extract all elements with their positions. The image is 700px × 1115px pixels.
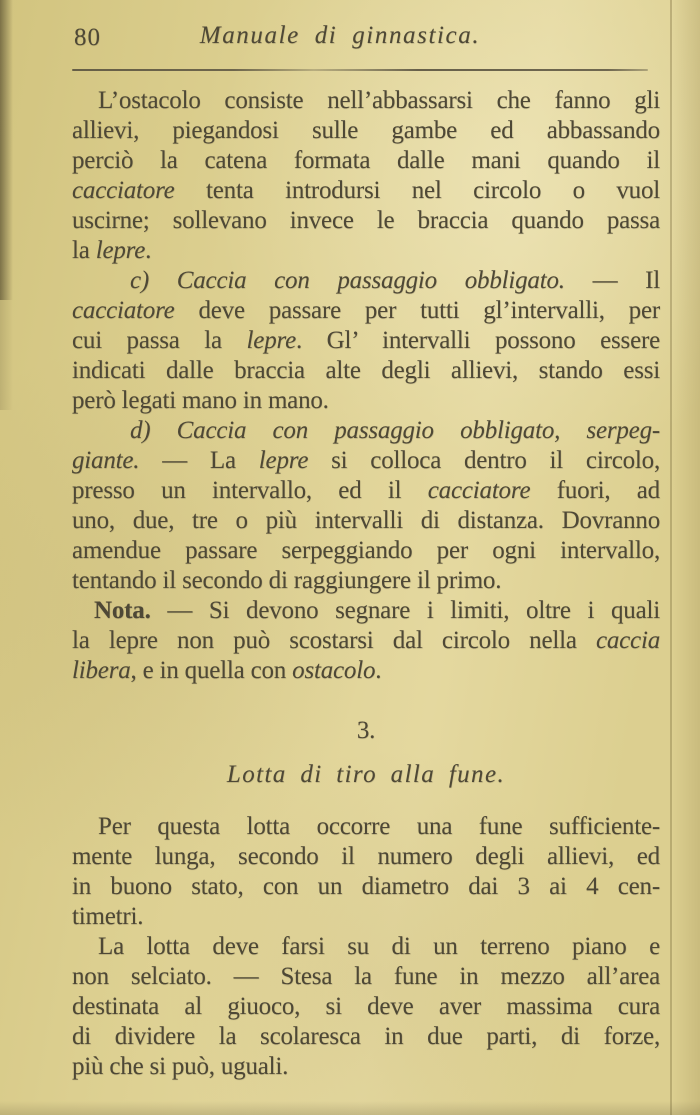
section-number: 3. xyxy=(356,717,376,744)
italic-text: lepre xyxy=(246,327,296,354)
italic-text: giante. xyxy=(72,447,140,474)
text-line: amendue passare serpeggiando per ogni intervallo, xyxy=(72,537,660,564)
body-paragraph xyxy=(72,932,660,1082)
text-line: allievi, piegandosi sulle gambe ed abbassando xyxy=(72,117,660,144)
italic-text: libera xyxy=(72,657,131,684)
body-content xyxy=(72,86,660,1082)
italic-text: lepre xyxy=(95,237,146,264)
text-line: perciò la catena formata dalle mani quando il xyxy=(72,147,660,174)
text-line: non selciato. — Stesa la fune in mezzo all’area xyxy=(72,963,660,990)
scan-edge-shade-right xyxy=(672,0,700,1115)
text-line: mente lunga, secondo il numero degli allievi, ed xyxy=(72,843,660,870)
text-line: più che si può, uguali. xyxy=(72,1053,289,1080)
text-line xyxy=(72,416,660,446)
header-rule xyxy=(72,69,648,71)
text-line: destinata al giuoco, si deve aver massima cura xyxy=(72,993,660,1020)
text-line: presso un intervallo, ed il cacciatore fuori, ad xyxy=(72,477,660,504)
text-line: indicati dalle braccia alte degli allievi, stando essi xyxy=(72,357,660,384)
body-paragraph xyxy=(72,266,660,416)
text-line: c) Caccia con passaggio obbligato. — Il xyxy=(130,267,660,294)
section-title: Lotta di tiro alla fune. xyxy=(226,761,506,788)
running-title: Manuale di ginnastica. xyxy=(199,22,481,49)
body-paragraph xyxy=(72,416,660,596)
text-line: uscirne; sollevano invece le braccia quando passa xyxy=(72,207,660,234)
text-line: La lotta deve farsi su di un terreno piano e xyxy=(98,933,660,960)
text-line: Per questa lotta occorre una fune sufficiente- xyxy=(98,813,660,840)
text-line: in buono stato, con un diametro dai 3 ai 4 cen- xyxy=(72,873,660,900)
italic-text: lepre xyxy=(258,447,309,474)
italic-text: cacciatore xyxy=(72,297,175,324)
italic-text: cacciatore xyxy=(72,177,175,204)
text-line: giante. — La lepre si colloca dentro il circolo, xyxy=(72,447,660,474)
page-number: 80 xyxy=(74,24,101,51)
text-line: di dividere la scolaresca in due parti, di forze, xyxy=(72,1023,660,1050)
text-line: uno, due, tre o più intervalli di distanza. Dovranno xyxy=(72,507,660,534)
italic-text: cacciatore xyxy=(427,477,531,504)
text-line: cui passa la lepre. Gl’ intervalli possono essere xyxy=(72,327,661,354)
text-line: cacciatore tenta introdursi nel circolo o vuol xyxy=(72,177,660,204)
italic-text: c) Caccia con passaggio obbligato. xyxy=(130,267,565,294)
italic-text: d) Caccia con passaggio obbligato, serpeg- xyxy=(130,417,660,444)
body-paragraph xyxy=(72,86,660,266)
italic-text: caccia xyxy=(595,627,660,654)
body-paragraph xyxy=(72,812,660,932)
text-line: la lepre non può scostarsi dal circolo nella caccia xyxy=(72,627,660,654)
bold-text: Nota. xyxy=(94,597,151,624)
text-line: L’ostacolo consiste nell’abbassarsi che fanno gli xyxy=(98,87,660,114)
text-line: timetri. xyxy=(72,903,144,930)
text-line: Nota. — Si devono segnare i limiti, oltre i quali xyxy=(94,597,660,624)
text-line: libera, e in quella con ostacolo. xyxy=(72,657,382,684)
scan-edge-shadow-left-fade xyxy=(0,300,13,410)
text-line: però legati mano in mano. xyxy=(72,387,329,414)
body-paragraph xyxy=(72,596,660,686)
italic-text: ostacolo xyxy=(292,657,376,684)
scan-edge-shade-bottom xyxy=(0,1101,700,1115)
text-line: cacciatore deve passare per tutti gl’intervalli, per xyxy=(72,297,660,324)
text-line: tentando il secondo di raggiungere il primo. xyxy=(72,567,502,594)
text-line: la lepre. xyxy=(72,237,152,264)
